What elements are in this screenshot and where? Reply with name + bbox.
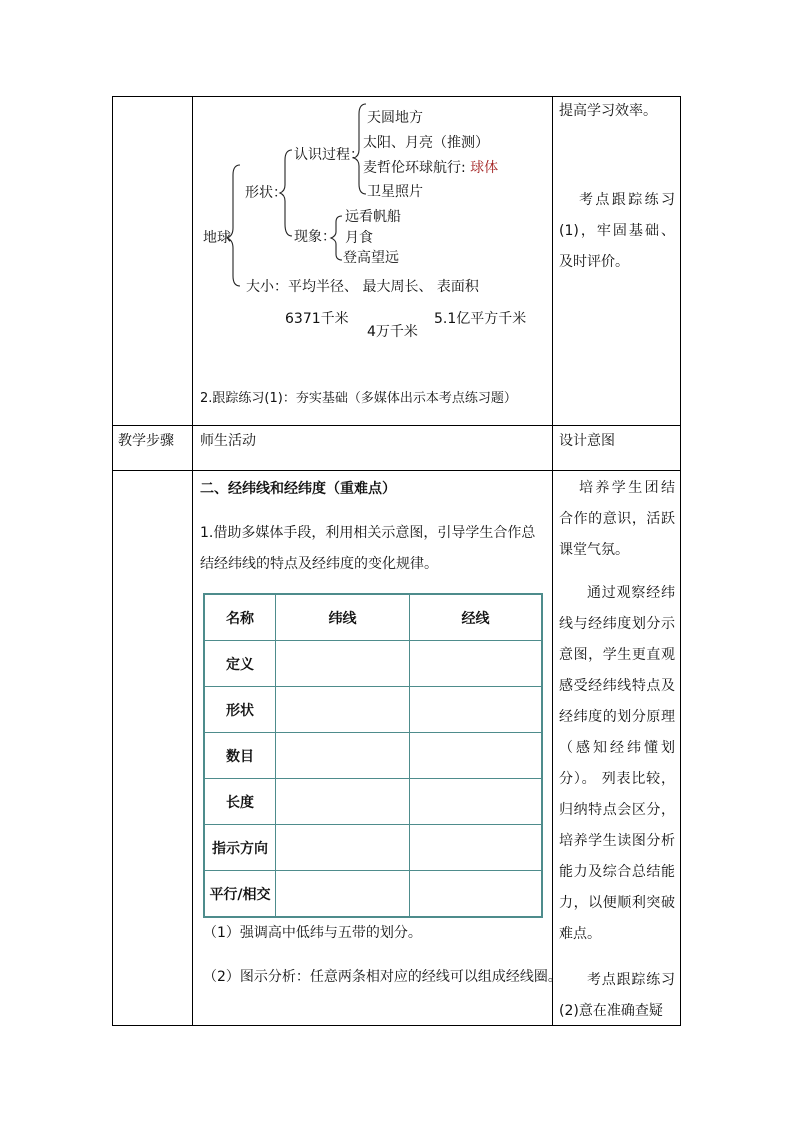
table-row-label: 定义 [204,641,276,687]
table-row [204,825,542,871]
header-row-bottom-border [112,470,681,471]
header-activity: 师生活动 [200,433,256,449]
recognition-highlight: 球体 [470,160,499,176]
table-empty-cell [410,687,543,733]
table-empty-cell [410,779,543,825]
phenomena-item: 远看帆船 [345,209,401,225]
recognition-item-text: 麦哲伦环球航行: [363,160,466,176]
phenomena-item: 月食 [345,230,373,246]
mindmap-shape-label: 形状： [245,185,287,201]
header-row-top-border [112,425,681,426]
mindmap-recognition-label: 认识过程： [294,147,364,163]
table-row-label: 数目 [204,733,276,779]
area-value: 5.1亿平方千米 [434,311,527,327]
recognition-item: 卫星照片 [367,184,423,200]
table-header-cell: 经线 [410,594,543,641]
table-row-label: 指示方向 [204,825,276,871]
table-header-cell: 名称 [204,594,276,641]
table-empty-cell [276,871,410,918]
recognition-item [363,159,498,177]
section-two-instruction: 1.借助多媒体手段，利用相关示意图，引导学生合作总结经纬线的特点及经纬度的变化规律。 [200,525,536,572]
table-row-label: 长度 [204,779,276,825]
perimeter-value: 4万千米 [367,324,418,340]
phenomena-item: 登高望远 [343,250,399,266]
mindmap-size-label: 大小：平均半径、 最大周长、 表面积 [246,279,479,295]
header-teaching-step: 教学步骤 [118,433,174,449]
table-empty-cell [410,871,543,918]
mindmap-phenomena-label: 现象： [294,229,336,245]
section-two-note-1: （1）强调高中低纬与五带的划分。 [203,925,422,941]
table-empty-cell [276,825,410,871]
section-two-note-2: （2）图示分析：任意两条相对应的经线可以组成经线圈。 [203,969,562,985]
table-header-row [204,594,542,641]
recognition-item: 太阳、月亮（推测） [363,135,489,151]
table-empty-cell [276,779,410,825]
mindmap-root-label: 地球 [203,230,231,246]
table-row-label: 形状 [204,687,276,733]
radius-value: 6371千米 [285,311,349,327]
table-header-cell: 纬线 [276,594,410,641]
table-row [204,779,542,825]
table-row [204,733,542,779]
header-design-intent: 设计意图 [559,433,615,449]
design-intent-top-1: 提高学习效率。 [559,103,657,119]
recognition-item: 天圆地方 [367,110,423,126]
table-empty-cell [410,733,543,779]
section-two-title: 二、经纬线和经纬度（重难点） [200,481,396,497]
table-row [204,687,542,733]
table-empty-cell [276,641,410,687]
latitude-longitude-compare-table [203,593,543,918]
design-intent-p2: 通过观察经纬线与经纬度划分示意图，学生更直观感受经纬线特点及经纬度的划分原理（感知经纬懂划分）。 列表比较，归纳特点会区分，培养学生读图分析能力及综合总结能力，以便顺利突破难点。 [559,585,675,942]
table-empty-cell [410,825,543,871]
practice-note: 2.跟踪练习(1)：夯实基础（多媒体出示本考点练习题） [200,391,517,406]
table-empty-cell [276,733,410,779]
design-intent-top-2: 考点跟踪练习(1)，牢固基础、及时评价。 [559,192,675,270]
table-row-label: 平行/相交 [204,871,276,918]
table-empty-cell [410,641,543,687]
table-row [204,641,542,687]
table-empty-cell [276,687,410,733]
design-intent-p1: 培养学生团结合作的意识，活跃课堂气氛。 [559,480,675,558]
table-row [204,871,542,918]
design-intent-p3: 考点跟踪练习(2)意在准确查疑 [559,972,675,1019]
